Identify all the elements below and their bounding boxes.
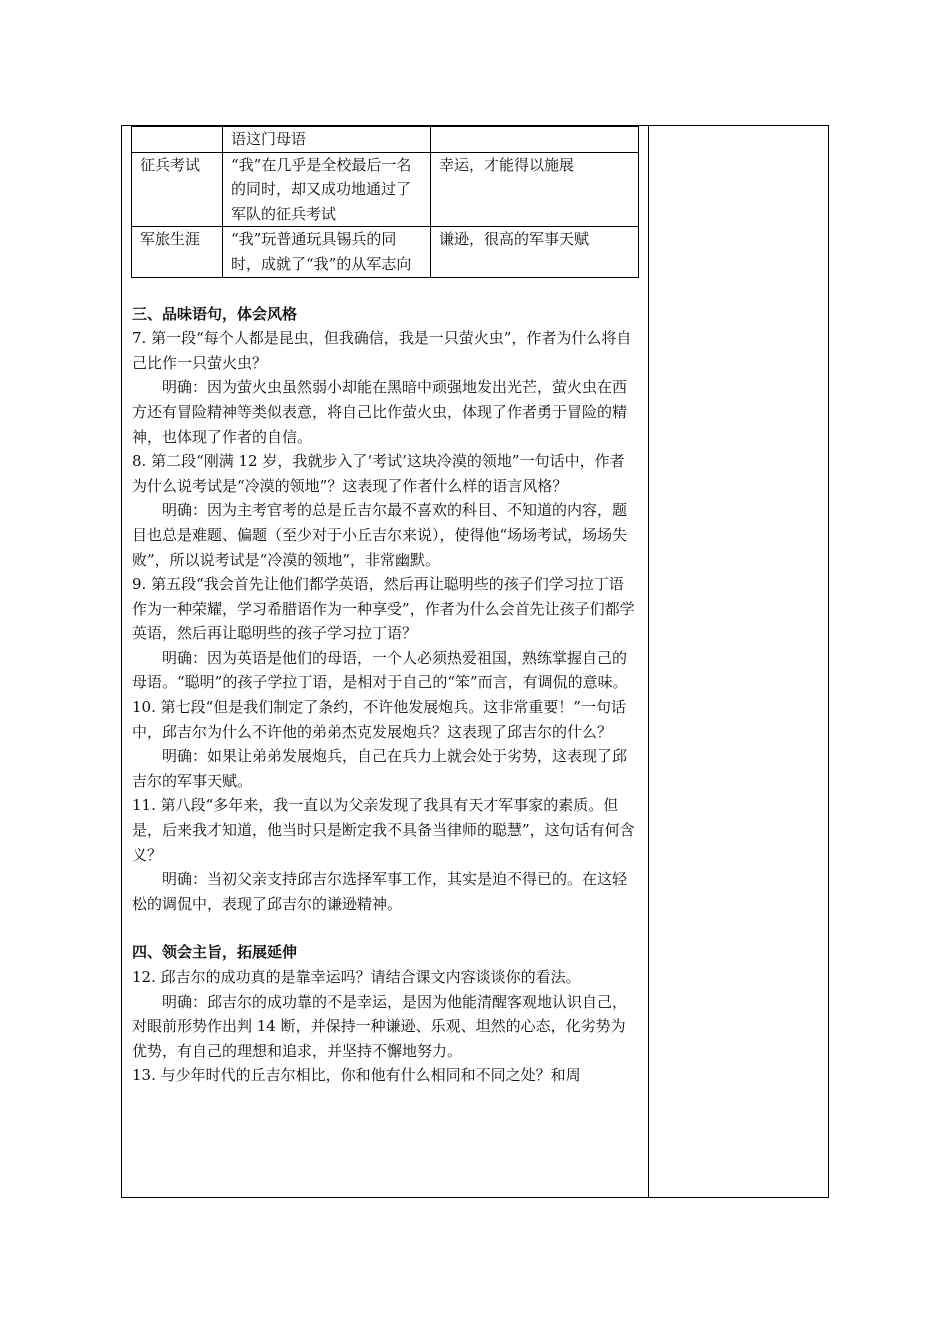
table-cell-trait: 谦逊，很高的军事天赋 xyxy=(431,227,639,277)
question-text: 7. 第一段“每个人都是昆虫，但我确信，我是一只萤火虫”，作者为什么将自己比作一只萤火虫？ xyxy=(132,329,632,372)
table-cell-topic: 军旅生涯 xyxy=(132,227,223,277)
column-divider xyxy=(648,126,649,1197)
question-text: 10. 第七段“但是我们制定了条约，不许他发展炮兵。这非常重要！”一句话中，邱吉尔为什么不许他的弟弟杰克发展炮兵？这表现了邱吉尔的什么？ xyxy=(132,698,626,741)
table-cell-event: “我”玩普通玩具锡兵的同时，成就了“我”的从军志向 xyxy=(223,227,431,277)
table-row xyxy=(132,152,639,227)
main-content xyxy=(132,126,638,1088)
answer-text: 明确：因为萤火虫虽然弱小却能在黑暗中顽强地发出光芒，萤火虫在西方还有冒险精神等类似表意，将自己比作萤火虫，体现了作者勇于冒险的精神，也体现了作者的自信。 xyxy=(132,378,628,446)
answer-text: 明确：当初父亲支持邱吉尔选择军事工作，其实是迫不得已的。在这轻松的调侃中，表现了邱吉尔的谦逊精神。 xyxy=(132,870,628,913)
answer-text: 明确：因为主考官考的总是丘吉尔最不喜欢的科目、不知道的内容，题目也总是难题、偏题（至少对于小丘吉尔来说），使得他“场场考试，场场失败”，所以说考试是“冷漠的领地”，非常幽默。 xyxy=(132,501,628,569)
table-cell-trait: 幸运，才能得以施展 xyxy=(431,152,639,227)
table-cell-event: “我”在几乎是全校最后一名的同时，却又成功地通过了军队的征兵考试 xyxy=(223,152,431,227)
table-cell-topic: 征兵考试 xyxy=(132,152,223,227)
table-row xyxy=(132,127,639,153)
question-text: 12. 邱吉尔的成功真的是靠幸运吗？请结合课文内容谈谈你的看法。 xyxy=(132,968,581,986)
question-text: 11. 第八段“多年来，我一直以为父亲发现了我具有天才军事家的素质。但是，后来我才知道，他当时只是断定我不具备当律师的聪慧”，这句话有何含义？ xyxy=(132,796,635,864)
answer-text: 明确：如果让弟弟发展炮兵，自己在兵力上就会处于劣势，这表现了邱吉尔的军事天赋。 xyxy=(132,747,628,790)
question-text: 13. 与少年时代的丘吉尔相比，你和他有什么相同和不同之处？和周 xyxy=(132,1066,581,1085)
table-cell-event: 语这门母语 xyxy=(223,127,431,153)
table-cell-trait xyxy=(431,127,639,153)
answer-text: 明确：邱吉尔的成功靠的不是幸运，是因为他能清醒客观地认识自己，对眼前形势作出判 14 断，并保持一种谦逊、乐观、坦然的心态，化劣势为优势，有自己的理想和追求，并坚持不懈地努力。 xyxy=(132,992,628,1060)
table-cell-topic xyxy=(132,127,223,153)
question-text: 8. 第二段“刚满 12 岁，我就步入了‘考试’这块冷漠的领地”一句话中，作者为什么说考试是“冷漠的领地”？这表现了作者什么样的语言风格？ xyxy=(132,452,625,495)
answer-text: 明确：因为英语是他们的母语，一个人必须热爱祖国，熟练掌握自己的母语。“聪明”的孩子学拉丁语，是相对于自己的“笨”而言，有调侃的意味。 xyxy=(132,648,628,692)
question-text: 9. 第五段“我会首先让他们都学英语，然后再让聪明些的孩子们学习拉丁语作为一种荣耀，学习希腊语作为一种享受”，作者为什么会首先让孩子们都学英语，然后再让聪明些的孩子学习拉丁语？ xyxy=(132,575,635,643)
document-frame xyxy=(121,125,829,1198)
table-row xyxy=(132,227,639,277)
analysis-table xyxy=(131,126,639,278)
section-heading: 四、领会主旨，拓展延伸 xyxy=(132,943,298,962)
section-heading: 三、品味语句，体会风格 xyxy=(132,304,298,323)
